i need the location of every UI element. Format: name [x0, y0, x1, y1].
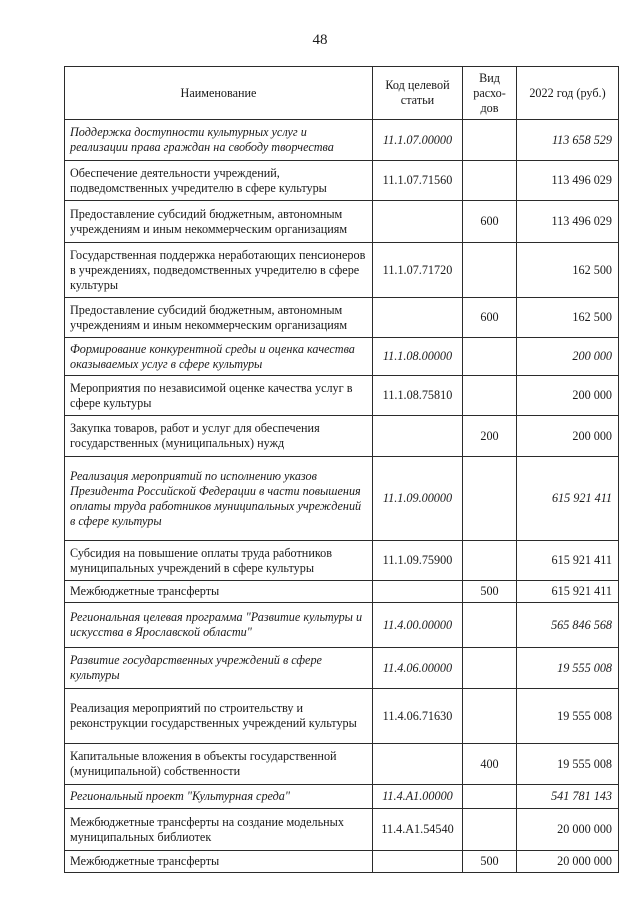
row-amount: 565 846 568	[517, 603, 619, 648]
row-amount: 541 781 143	[517, 785, 619, 809]
row-code	[373, 581, 463, 603]
table-row	[65, 689, 619, 744]
table-row	[65, 785, 619, 809]
row-name: Предоставление субсидий бюджетным, автономным учреждениям и иным некоммерческим организациям	[65, 201, 373, 243]
row-code: 11.4.00.00000	[373, 603, 463, 648]
header-code: Код целевой статьи	[373, 67, 463, 120]
row-code	[373, 201, 463, 243]
row-amount: 162 500	[517, 243, 619, 298]
row-kind	[463, 603, 517, 648]
row-name: Межбюджетные трансферты	[65, 581, 373, 603]
row-kind	[463, 689, 517, 744]
row-amount: 113 496 029	[517, 201, 619, 243]
row-amount: 162 500	[517, 298, 619, 338]
header-amount: 2022 год (руб.)	[517, 67, 619, 120]
table-row	[65, 416, 619, 457]
row-amount: 113 496 029	[517, 161, 619, 201]
row-code: 11.1.07.71720	[373, 243, 463, 298]
header-kind: Вид расхо-дов	[463, 67, 517, 120]
table-header-row	[65, 67, 619, 120]
header-name: Наименование	[65, 67, 373, 120]
row-name: Мероприятия по независимой оценке качества услуг в сфере культуры	[65, 376, 373, 416]
row-name: Государственная поддержка неработающих пенсионеров в учреждениях, подведомственных учредителю в сфере культуры	[65, 243, 373, 298]
row-name: Поддержка доступности культурных услуг и реализации права граждан на свободу творчества	[65, 120, 373, 161]
row-code: 11.1.07.71560	[373, 161, 463, 201]
row-kind: 400	[463, 744, 517, 785]
row-kind: 600	[463, 298, 517, 338]
row-kind	[463, 120, 517, 161]
row-code: 11.1.08.75810	[373, 376, 463, 416]
table-row	[65, 298, 619, 338]
row-name: Капитальные вложения в объекты государственной (муниципальной) собственности	[65, 744, 373, 785]
row-kind	[463, 785, 517, 809]
row-amount: 200 000	[517, 376, 619, 416]
table-row	[65, 581, 619, 603]
row-kind	[463, 809, 517, 851]
row-code	[373, 298, 463, 338]
row-amount: 615 921 411	[517, 581, 619, 603]
row-code	[373, 851, 463, 873]
row-amount: 20 000 000	[517, 809, 619, 851]
table-row	[65, 243, 619, 298]
table-row	[65, 338, 619, 376]
row-code	[373, 744, 463, 785]
row-kind: 200	[463, 416, 517, 457]
page-number: 48	[312, 32, 328, 48]
row-name: Развитие государственных учреждений в сфере культуры	[65, 648, 373, 689]
row-amount: 20 000 000	[517, 851, 619, 873]
row-code: 11.4.06.00000	[373, 648, 463, 689]
table-row	[65, 201, 619, 243]
row-kind: 500	[463, 851, 517, 873]
row-code: 11.4.A1.00000	[373, 785, 463, 809]
row-kind: 600	[463, 201, 517, 243]
row-kind	[463, 648, 517, 689]
row-name: Региональный проект "Культурная среда"	[65, 785, 373, 809]
row-name: Межбюджетные трансферты	[65, 851, 373, 873]
row-amount: 19 555 008	[517, 648, 619, 689]
row-name: Реализация мероприятий по строительству и реконструкции государственных учреждений культуры	[65, 689, 373, 744]
row-amount: 615 921 411	[517, 457, 619, 541]
row-code: 11.1.07.00000	[373, 120, 463, 161]
table-row	[65, 161, 619, 201]
row-amount: 19 555 008	[517, 689, 619, 744]
table-body	[65, 120, 619, 873]
row-name: Межбюджетные трансферты на создание модельных муниципальных библиотек	[65, 809, 373, 851]
row-amount: 615 921 411	[517, 541, 619, 581]
table-row	[65, 541, 619, 581]
table-row	[65, 457, 619, 541]
row-kind	[463, 541, 517, 581]
row-code: 11.1.08.00000	[373, 338, 463, 376]
row-name: Предоставление субсидий бюджетным, автономным учреждениям и иным некоммерческим организациям	[65, 298, 373, 338]
table-row	[65, 648, 619, 689]
table-row	[65, 744, 619, 785]
row-code: 11.1.09.00000	[373, 457, 463, 541]
row-amount: 113 658 529	[517, 120, 619, 161]
row-amount: 19 555 008	[517, 744, 619, 785]
row-kind: 500	[463, 581, 517, 603]
row-amount: 200 000	[517, 416, 619, 457]
row-kind	[463, 161, 517, 201]
row-name: Обеспечение деятельности учреждений, подведомственных учредителю в сфере культуры	[65, 161, 373, 201]
budget-table	[64, 66, 619, 873]
row-name: Закупка товаров, работ и услуг для обеспечения государственных (муниципальных) нужд	[65, 416, 373, 457]
table-row	[65, 809, 619, 851]
row-name: Формирование конкурентной среды и оценка качества оказываемых услуг в сфере культуры	[65, 338, 373, 376]
row-kind	[463, 457, 517, 541]
row-code: 11.1.09.75900	[373, 541, 463, 581]
table-row	[65, 603, 619, 648]
table-row	[65, 376, 619, 416]
row-name: Субсидия на повышение оплаты труда работников муниципальных учреждений в сфере культуры	[65, 541, 373, 581]
row-code: 11.4.06.71630	[373, 689, 463, 744]
table-row	[65, 120, 619, 161]
row-name: Региональная целевая программа "Развитие культуры и искусства в Ярославской области"	[65, 603, 373, 648]
row-amount: 200 000	[517, 338, 619, 376]
table-row	[65, 851, 619, 873]
row-kind	[463, 338, 517, 376]
row-kind	[463, 243, 517, 298]
row-code	[373, 416, 463, 457]
row-kind	[463, 376, 517, 416]
row-code: 11.4.A1.54540	[373, 809, 463, 851]
row-name: Реализация мероприятий по исполнению указов Президента Российской Федерации в части повышения оплаты труда работников муниципальных учреждений в сфере культуры	[65, 457, 373, 541]
